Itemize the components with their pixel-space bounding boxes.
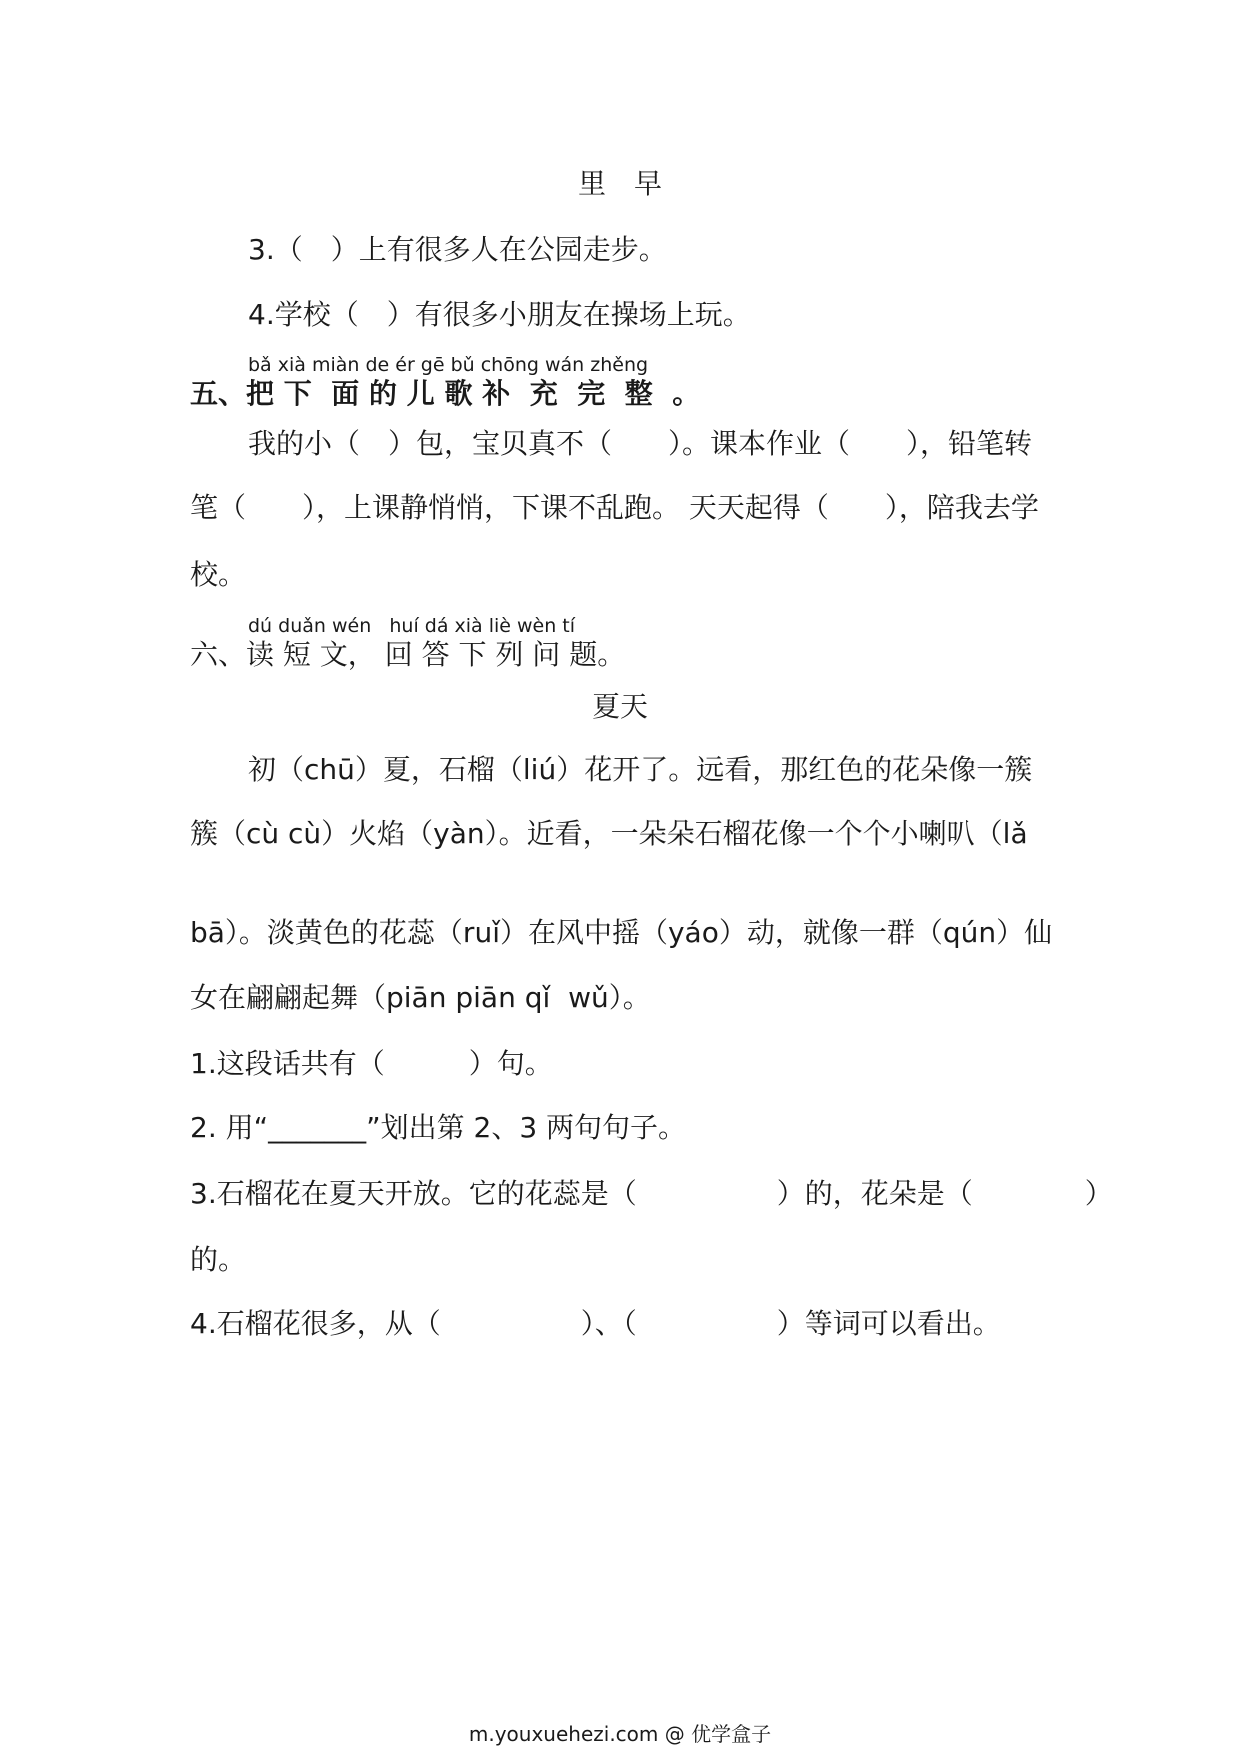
- top-chars: 里 早: [577, 167, 662, 200]
- section5-line-3: 校。: [190, 558, 247, 591]
- section6-title: 六、读 短 文， 回 答 下 列 问 题。: [190, 638, 626, 671]
- comprehension-question-4: 4.石榴花很多，从（ ）、（ ）等词可以看出。: [190, 1307, 1001, 1340]
- section5-title: 五、把 下 面 的 儿 歌 补 充 完 整 。: [190, 377, 701, 410]
- footer-watermark: m.youxuehezi.com @ 优学盒子: [468, 1722, 772, 1746]
- section5-line-1: 我的小（ ）包，宝贝真不（ ）。课本作业（ ），铅笔转: [248, 427, 1033, 460]
- comprehension-question-3-cont: 的。: [190, 1243, 247, 1276]
- comprehension-question-2: 2. 用“_______”划出第 2、3 两句句子。: [190, 1111, 687, 1144]
- passage-line-4: 女在翩翩起舞（piān piān qǐ wǔ）。: [190, 981, 651, 1014]
- comprehension-question-3: 3.石榴花在夏天开放。它的花蕊是（ ）的，花朵是（ ）: [190, 1177, 1113, 1210]
- section5-line-2: 笔（ ），上课静悄悄，下课不乱跑。 天天起得（ ），陪我去学: [190, 491, 1039, 524]
- question-4: 4.学校（ ）有很多小朋友在操场上玩。: [248, 298, 751, 331]
- passage-line-2: 簇（cù cù）火焰（yàn）。近看，一朵朵石榴花像一个个小喇叭（lǎ: [190, 817, 1028, 850]
- question-3: 3.（ ）上有很多人在公园走步。: [248, 233, 667, 266]
- passage-line-3: bā）。淡黄色的花蕊（ruǐ）在风中摇（yáo）动，就像一群（qún）仙: [190, 916, 1053, 949]
- passage-title: 夏天: [591, 690, 648, 723]
- section5-pinyin: bǎ xià miàn de ér gē bǔ chōng wán zhěng: [248, 354, 649, 376]
- comprehension-question-1: 1.这段话共有（ ）句。: [190, 1047, 553, 1080]
- section6-pinyin: dú duǎn wén huí dá xià liè wèn tí: [248, 615, 576, 637]
- passage-line-1: 初（chū）夏，石榴（liú）花开了。远看，那红色的花朵像一簇: [248, 753, 1033, 786]
